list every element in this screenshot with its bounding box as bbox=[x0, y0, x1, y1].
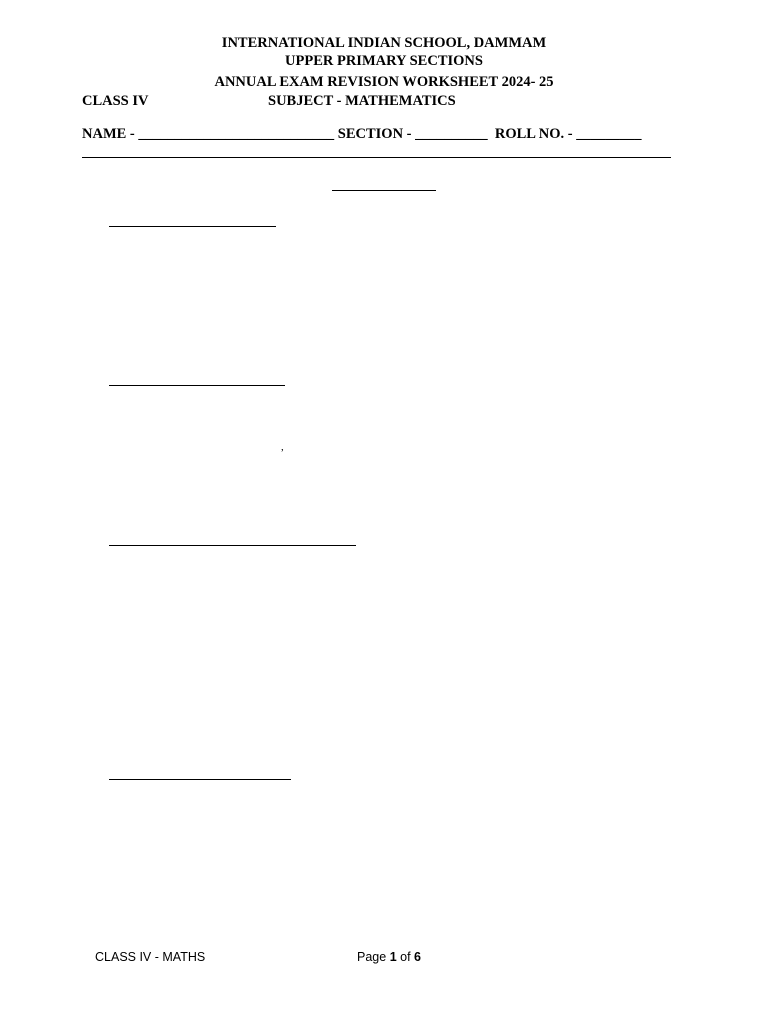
school-section: UPPER PRIMARY SECTIONS bbox=[285, 53, 483, 69]
footer-current-page: 1 bbox=[389, 950, 397, 964]
section-heading-underline-1 bbox=[109, 226, 276, 227]
section-heading-underline-4 bbox=[109, 779, 291, 780]
separator-rule bbox=[82, 157, 671, 158]
footer-page-word: Page bbox=[357, 950, 387, 964]
worksheet-title: ANNUAL EXAM REVISION WORKSHEET 2024- 25 bbox=[214, 74, 554, 90]
roll-number-field: ROLL NO. - _________ bbox=[494, 126, 642, 142]
section-heading-underline-3 bbox=[109, 545, 356, 546]
school-name: INTERNATIONAL INDIAN SCHOOL, DAMMAM bbox=[221, 35, 547, 51]
stray-mark: , bbox=[281, 441, 284, 453]
name-field: NAME - ___________________________ bbox=[82, 126, 335, 142]
footer-total-pages: 6 bbox=[414, 950, 421, 964]
footer-class-subject: CLASS IV - MATHS bbox=[95, 950, 206, 964]
student-info-row bbox=[82, 125, 642, 143]
heading-underline-center bbox=[332, 190, 436, 191]
section-heading-underline-2 bbox=[109, 385, 285, 386]
section-field: SECTION - __________ bbox=[337, 126, 488, 142]
footer-of-word: of bbox=[400, 950, 411, 964]
subject-label: SUBJECT - MATHEMATICS bbox=[268, 93, 456, 109]
footer-page-number bbox=[357, 949, 421, 965]
class-label: CLASS IV bbox=[82, 93, 149, 109]
